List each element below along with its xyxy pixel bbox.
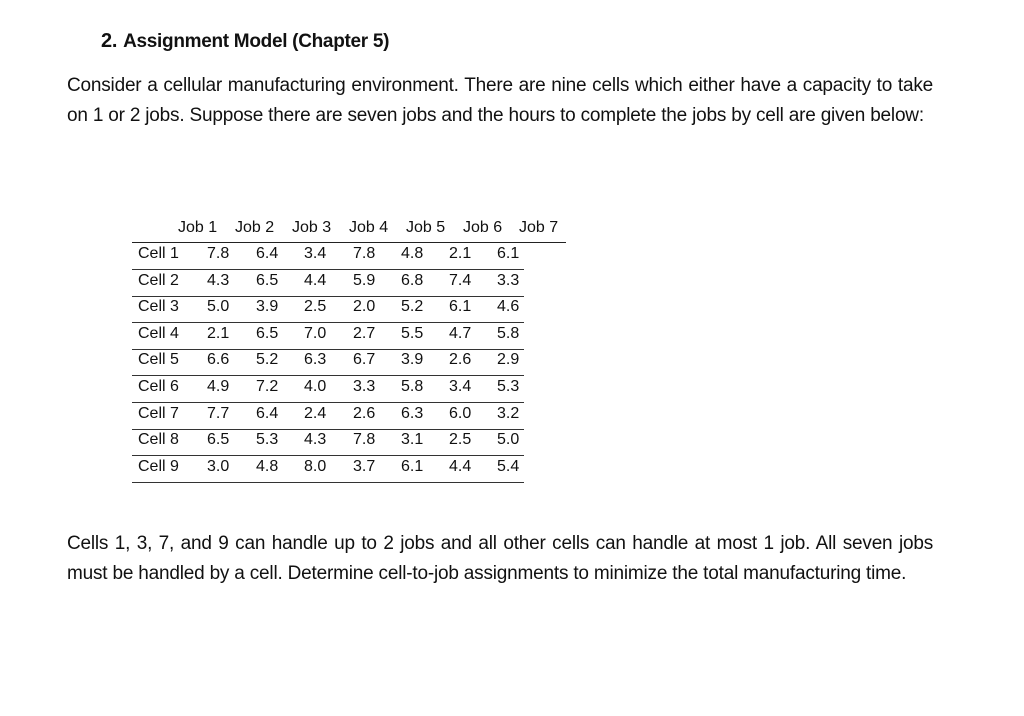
table-cell: 6.5 — [207, 431, 230, 449]
table-cell: 2.1 — [207, 324, 230, 342]
table-cell: 4.7 — [449, 324, 472, 342]
problem-title: Assignment Model (Chapter 5) — [123, 31, 390, 52]
table-cell: 6.1 — [401, 457, 424, 475]
table-cell: 6.4 — [256, 404, 279, 422]
table-cell: 6.5 — [256, 324, 279, 342]
table-cell: 8.0 — [304, 457, 327, 475]
column-header: Job 6 — [463, 219, 503, 236]
table-cell: 7.4 — [449, 271, 472, 289]
table-row — [132, 323, 524, 350]
column-header: Job 3 — [292, 219, 332, 236]
table-cell: 2.1 — [449, 245, 472, 262]
table-cell: 7.8 — [353, 245, 376, 262]
table-cell: 3.4 — [304, 245, 327, 262]
table-cell: 2.7 — [353, 324, 376, 342]
table-cell: 3.2 — [497, 404, 520, 422]
table-cell: 6.0 — [449, 404, 472, 422]
table-cell: 3.3 — [353, 378, 376, 395]
column-header: Job 4 — [349, 219, 389, 236]
table-cell: 4.3 — [207, 271, 230, 289]
table-header-row — [132, 218, 566, 243]
table-cell: 5.0 — [497, 431, 520, 449]
column-header: Job 7 — [519, 219, 559, 236]
table-cell: 5.5 — [401, 324, 424, 342]
table-cell: 2.9 — [497, 351, 520, 369]
table-cell: 5.8 — [497, 324, 520, 342]
column-header: Job 5 — [406, 219, 446, 236]
table-row — [132, 296, 524, 323]
table-cell: 2.6 — [449, 351, 472, 369]
table-cell: 7.8 — [207, 245, 230, 262]
table-cell: 2.6 — [353, 404, 376, 422]
row-label: Cell 4 — [138, 324, 179, 342]
table-cell: 3.9 — [256, 298, 279, 316]
table-cell: 6.7 — [353, 351, 376, 369]
table-cell: 5.2 — [401, 298, 424, 316]
row-label: Cell 8 — [138, 431, 179, 449]
table-row — [132, 403, 524, 430]
table-cell: 7.0 — [304, 324, 327, 342]
table-cell: 3.1 — [401, 431, 424, 449]
table-cell: 5.0 — [207, 298, 230, 316]
table-cell: 6.1 — [497, 245, 520, 262]
table-cell: 2.5 — [449, 431, 472, 449]
problem-number: 2. — [101, 30, 118, 52]
column-header: Job 1 — [178, 219, 218, 236]
table-row — [132, 429, 524, 456]
table-cell: 3.7 — [353, 457, 376, 475]
table-cell: 5.2 — [256, 351, 279, 369]
table-cell: 3.4 — [449, 378, 472, 395]
table-cell: 4.4 — [449, 457, 472, 475]
table-cell: 2.5 — [304, 298, 327, 316]
table-cell: 5.9 — [353, 271, 376, 289]
table-cell: 4.4 — [304, 271, 327, 289]
row-label: Cell 2 — [138, 271, 179, 289]
table-cell: 6.3 — [401, 404, 424, 422]
column-header: Job 2 — [235, 219, 275, 236]
table-cell: 7.7 — [207, 404, 230, 422]
table-cell: 7.8 — [353, 431, 376, 449]
table-cell: 2.0 — [353, 298, 376, 316]
table-cell: 3.9 — [401, 351, 424, 369]
table-row — [132, 456, 524, 483]
table-row — [132, 376, 524, 403]
row-label: Cell 1 — [138, 245, 179, 262]
row-label: Cell 5 — [138, 351, 179, 369]
table-cell: 4.8 — [401, 245, 424, 262]
table-cell: 4.6 — [497, 298, 520, 316]
row-label: Cell 6 — [138, 378, 179, 395]
table-cell: 5.8 — [401, 378, 424, 395]
table-cell: 4.9 — [207, 378, 230, 395]
table-cell: 2.4 — [304, 404, 327, 422]
table-cell: 6.8 — [401, 271, 424, 289]
table-row — [132, 349, 524, 376]
table-cell: 3.3 — [497, 271, 520, 289]
table-cell: 4.8 — [256, 457, 279, 475]
table-cell: 7.2 — [256, 378, 279, 395]
table-cell: 5.4 — [497, 457, 520, 475]
table-row — [132, 243, 524, 270]
table-cell: 6.1 — [449, 298, 472, 316]
table-cell: 6.5 — [256, 271, 279, 289]
table-cell: 4.3 — [304, 431, 327, 449]
table-cell: 5.3 — [256, 431, 279, 449]
table-cell: 6.6 — [207, 351, 230, 369]
row-label: Cell 7 — [138, 404, 179, 422]
intro-paragraph: Consider a cellular manufacturing environment. There are nine cells which either have a capacity to take on 1 or 2 jobs. Suppose there are seven jobs and the hours to complete the jobs by cell are given below: — [67, 75, 933, 126]
table-cell: 6.3 — [304, 351, 327, 369]
table-cell: 6.4 — [256, 245, 279, 262]
problem-heading — [101, 30, 389, 53]
table-cell: 5.3 — [497, 378, 520, 395]
table-cell: 3.0 — [207, 457, 230, 475]
table-row — [132, 270, 524, 297]
table-cell: 4.0 — [304, 378, 327, 395]
row-label: Cell 3 — [138, 298, 179, 316]
row-label: Cell 9 — [138, 457, 179, 475]
closing-paragraph: Cells 1, 3, 7, and 9 can handle up to 2 jobs and all other cells can handle at most 1 job. All seven jobs must be handled by a cell. Determine cell-to-job assignments to minimize the total manufacturing time. — [67, 533, 933, 584]
